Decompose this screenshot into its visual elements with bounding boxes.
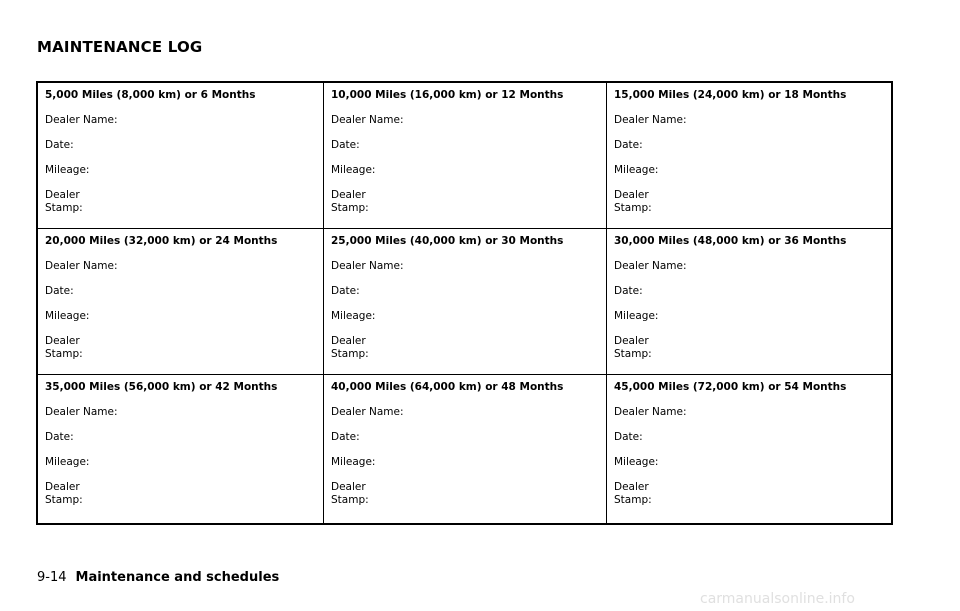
dealer-stamp-label xyxy=(331,189,606,215)
maintenance-log-table xyxy=(36,81,893,525)
date-label: Date: xyxy=(45,139,74,151)
interval-heading: 30,000 Miles (48,000 km) or 36 Months xyxy=(614,235,847,247)
dealer-name-label: Dealer Name: xyxy=(45,406,118,418)
interval-heading: 10,000 Miles (16,000 km) or 12 Months xyxy=(331,89,564,101)
dealer-name-label: Dealer Name: xyxy=(45,260,118,272)
date-label: Date: xyxy=(331,431,360,443)
interval-heading: 25,000 Miles (40,000 km) or 30 Months xyxy=(331,235,564,247)
mileage-label: Mileage: xyxy=(614,310,659,322)
dealer-stamp-label xyxy=(331,335,606,361)
date-label: Date: xyxy=(45,431,74,443)
interval-heading: 5,000 Miles (8,000 km) or 6 Months xyxy=(45,89,256,101)
dealer-stamp-label xyxy=(45,189,323,215)
dealer-stamp-label xyxy=(614,335,891,361)
interval-heading: 15,000 Miles (24,000 km) or 18 Months xyxy=(614,89,847,101)
log-entry xyxy=(324,83,607,229)
date-label: Date: xyxy=(331,139,360,151)
mileage-label: Mileage: xyxy=(331,310,376,322)
log-entry xyxy=(38,375,324,523)
log-entry xyxy=(607,375,891,523)
stamp-line-2: Stamp: xyxy=(45,348,83,360)
date-label: Date: xyxy=(614,285,643,297)
dealer-name-label: Dealer Name: xyxy=(331,406,404,418)
mileage-label: Mileage: xyxy=(45,164,90,176)
dealer-stamp-label xyxy=(45,481,323,507)
dealer-stamp-label xyxy=(45,335,323,361)
stamp-line-2: Stamp: xyxy=(331,494,369,506)
mileage-label: Mileage: xyxy=(614,164,659,176)
log-entry xyxy=(324,375,607,523)
stamp-line-1: Dealer xyxy=(331,335,366,347)
dealer-name-label: Dealer Name: xyxy=(331,114,404,126)
mileage-label: Mileage: xyxy=(331,456,376,468)
stamp-line-2: Stamp: xyxy=(614,348,652,360)
mileage-label: Mileage: xyxy=(45,310,90,322)
section-name: Maintenance and schedules xyxy=(75,570,280,585)
interval-heading: 45,000 Miles (72,000 km) or 54 Months xyxy=(614,381,847,393)
date-label: Date: xyxy=(614,431,643,443)
stamp-line-1: Dealer xyxy=(614,189,649,201)
date-label: Date: xyxy=(45,285,74,297)
stamp-line-1: Dealer xyxy=(45,481,80,493)
log-entry xyxy=(607,229,891,375)
mileage-label: Mileage: xyxy=(331,164,376,176)
page-title: MAINTENANCE LOG xyxy=(37,38,203,56)
dealer-name-label: Dealer Name: xyxy=(614,260,687,272)
dealer-name-label: Dealer Name: xyxy=(45,114,118,126)
watermark: carmanualsonline.info xyxy=(700,591,855,607)
date-label: Date: xyxy=(331,285,360,297)
interval-heading: 20,000 Miles (32,000 km) or 24 Months xyxy=(45,235,278,247)
mileage-label: Mileage: xyxy=(45,456,90,468)
page-number: 9-14 xyxy=(37,570,67,585)
stamp-line-2: Stamp: xyxy=(331,348,369,360)
page-footer xyxy=(37,570,279,585)
stamp-line-1: Dealer xyxy=(614,481,649,493)
log-entry xyxy=(324,229,607,375)
interval-heading: 40,000 Miles (64,000 km) or 48 Months xyxy=(331,381,564,393)
dealer-name-label: Dealer Name: xyxy=(331,260,404,272)
stamp-line-1: Dealer xyxy=(45,335,80,347)
stamp-line-2: Stamp: xyxy=(45,202,83,214)
stamp-line-2: Stamp: xyxy=(45,494,83,506)
dealer-stamp-label xyxy=(331,481,606,507)
stamp-line-2: Stamp: xyxy=(614,202,652,214)
log-entry xyxy=(38,83,324,229)
stamp-line-2: Stamp: xyxy=(331,202,369,214)
stamp-line-1: Dealer xyxy=(331,481,366,493)
dealer-stamp-label xyxy=(614,481,891,507)
dealer-stamp-label xyxy=(614,189,891,215)
interval-heading: 35,000 Miles (56,000 km) or 42 Months xyxy=(45,381,278,393)
dealer-name-label: Dealer Name: xyxy=(614,406,687,418)
stamp-line-1: Dealer xyxy=(45,189,80,201)
dealer-name-label: Dealer Name: xyxy=(614,114,687,126)
date-label: Date: xyxy=(614,139,643,151)
stamp-line-2: Stamp: xyxy=(614,494,652,506)
stamp-line-1: Dealer xyxy=(331,189,366,201)
mileage-label: Mileage: xyxy=(614,456,659,468)
stamp-line-1: Dealer xyxy=(614,335,649,347)
log-entry xyxy=(38,229,324,375)
log-entry xyxy=(607,83,891,229)
